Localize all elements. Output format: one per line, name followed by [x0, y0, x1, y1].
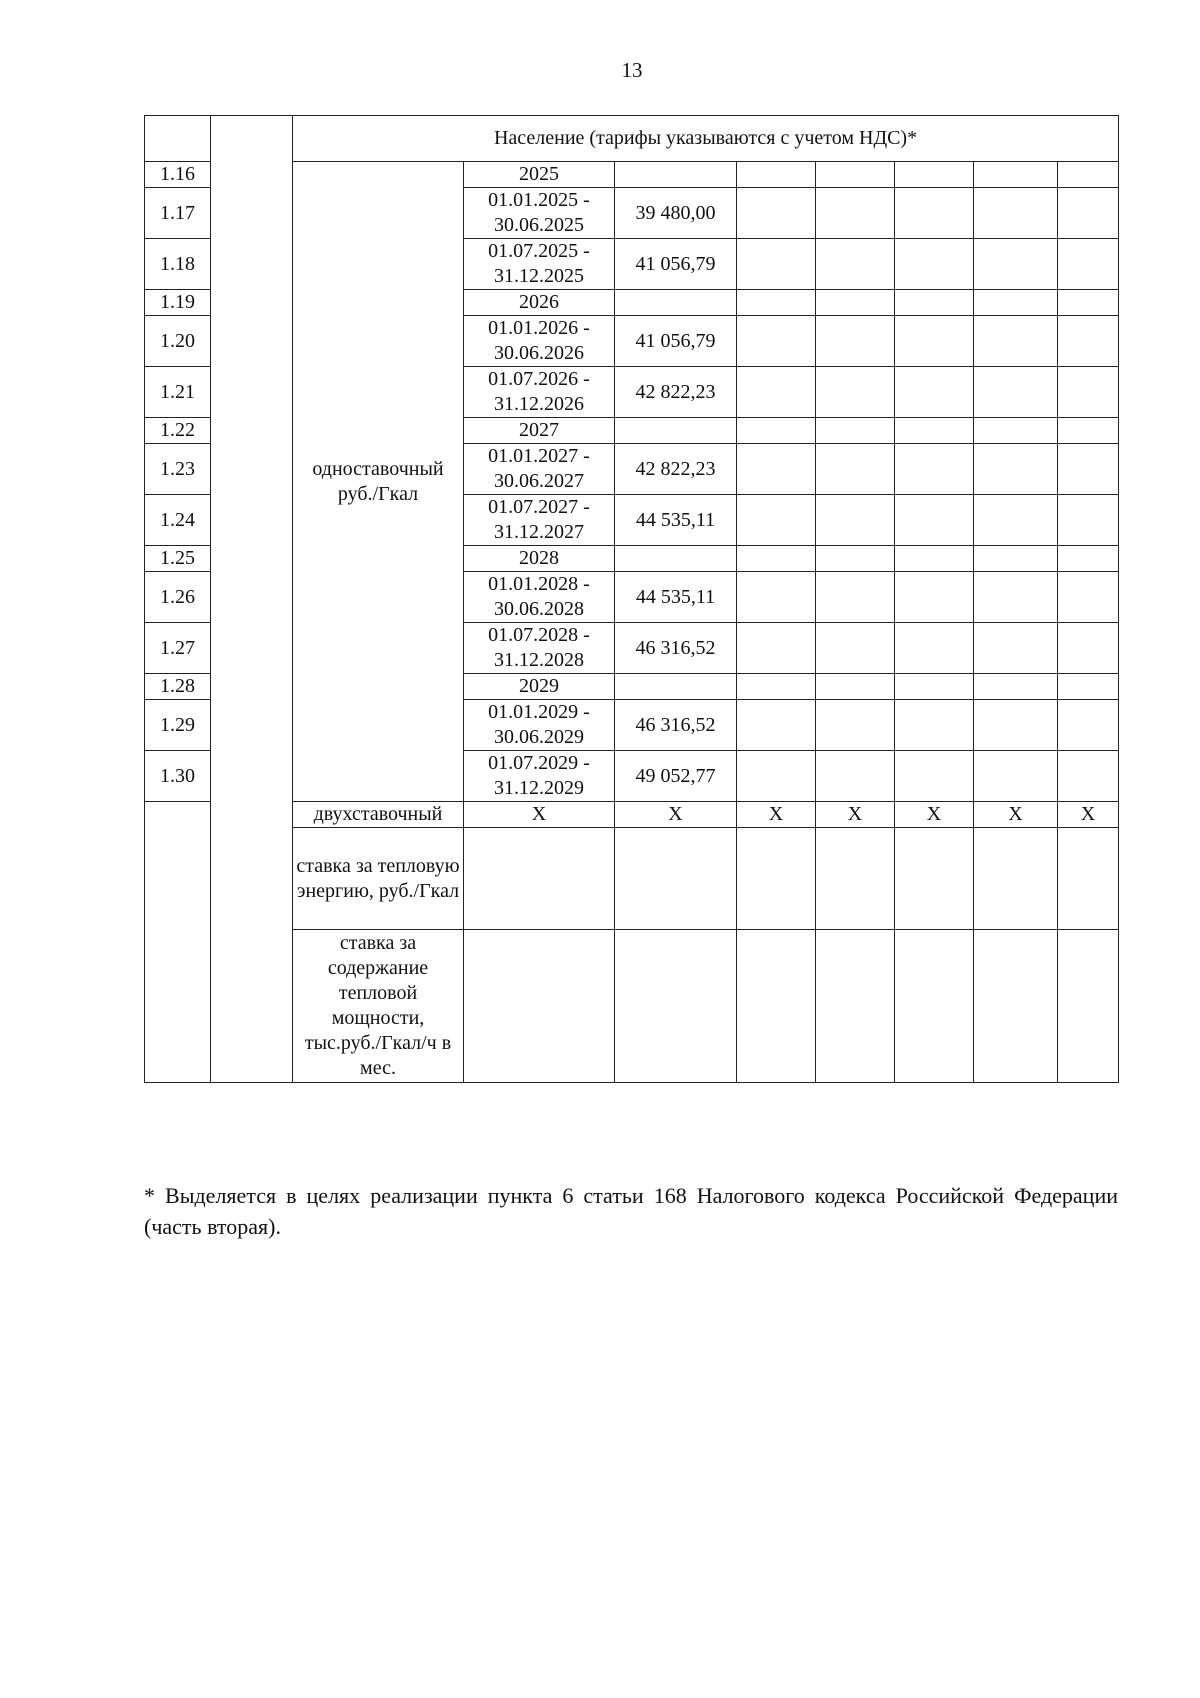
empty-cell: [737, 700, 816, 751]
x-mark: Х: [895, 802, 974, 828]
empty-cell: [1058, 674, 1119, 700]
empty-cell: [974, 367, 1058, 418]
empty-cell: [1058, 623, 1119, 674]
empty-cell: [1058, 751, 1119, 802]
value-cell: 41 056,79: [615, 239, 737, 290]
empty-cell: [1058, 290, 1119, 316]
row-number: 1.17: [145, 188, 211, 239]
row-number: 1.22: [145, 418, 211, 444]
empty-cell: [974, 828, 1058, 930]
table-cell: [145, 802, 211, 1083]
footnote: * Выделяется в целях реализации пункта 6 статьи 168 Налогового кодекса Российской Федерации (часть вторая).: [144, 1183, 1118, 1239]
empty-cell: [895, 700, 974, 751]
empty-cell: [464, 828, 615, 930]
empty-cell: [974, 495, 1058, 546]
row-number: 1.28: [145, 674, 211, 700]
empty-cell: [737, 930, 816, 1083]
x-mark: Х: [737, 802, 816, 828]
empty-cell: [737, 572, 816, 623]
value-cell: [615, 546, 737, 572]
value-cell: [615, 674, 737, 700]
empty-cell: [895, 828, 974, 930]
empty-cell: [816, 828, 895, 930]
empty-cell: [1058, 828, 1119, 930]
empty-cell: [895, 316, 974, 367]
period-cell: 01.01.2026 - 30.06.2026: [464, 316, 615, 367]
value-cell: 42 822,23: [615, 444, 737, 495]
empty-cell: [974, 239, 1058, 290]
empty-cell: [895, 546, 974, 572]
row-number: 1.25: [145, 546, 211, 572]
empty-cell: [974, 444, 1058, 495]
x-mark: Х: [615, 802, 737, 828]
empty-cell: [895, 495, 974, 546]
empty-cell: [737, 623, 816, 674]
empty-cell: [816, 572, 895, 623]
empty-cell: [737, 418, 816, 444]
empty-cell: [895, 674, 974, 700]
empty-cell: [974, 162, 1058, 188]
empty-cell: [816, 444, 895, 495]
period-cell: 01.01.2028 - 30.06.2028: [464, 572, 615, 623]
empty-cell: [816, 751, 895, 802]
empty-cell: [816, 546, 895, 572]
section-header: Население (тарифы указываются с учетом НДС)*: [293, 116, 1119, 162]
empty-cell: [615, 930, 737, 1083]
empty-cell: [974, 546, 1058, 572]
row-number: 1.18: [145, 239, 211, 290]
empty-cell: [895, 930, 974, 1083]
empty-cell: [816, 930, 895, 1083]
empty-cell: [816, 418, 895, 444]
heat-energy-rate-label: ставка за тепловую энергию, руб./Гкал: [293, 828, 464, 930]
empty-cell: [737, 546, 816, 572]
empty-cell: [974, 700, 1058, 751]
empty-cell: [974, 674, 1058, 700]
empty-cell: [895, 418, 974, 444]
empty-cell: [974, 623, 1058, 674]
empty-cell: [1058, 495, 1119, 546]
empty-cell: [895, 162, 974, 188]
value-cell: 46 316,52: [615, 623, 737, 674]
empty-cell: [816, 495, 895, 546]
row-number: 1.30: [145, 751, 211, 802]
row-number: 1.20: [145, 316, 211, 367]
row-number: 1.27: [145, 623, 211, 674]
period-cell: 2027: [464, 418, 615, 444]
empty-cell: [1058, 444, 1119, 495]
empty-cell: [737, 444, 816, 495]
period-cell: 2029: [464, 674, 615, 700]
period-cell: 2026: [464, 290, 615, 316]
empty-cell: [737, 495, 816, 546]
period-cell: 2025: [464, 162, 615, 188]
empty-cell: [895, 623, 974, 674]
tariff-table: [144, 115, 1119, 1083]
period-cell: 01.07.2029 - 31.12.2029: [464, 751, 615, 802]
empty-cell: [974, 290, 1058, 316]
empty-cell: [895, 444, 974, 495]
empty-cell: [737, 751, 816, 802]
empty-cell: [974, 930, 1058, 1083]
section-header-row: [145, 116, 1119, 162]
period-cell: 01.01.2025 - 30.06.2025: [464, 188, 615, 239]
empty-cell: [895, 751, 974, 802]
capacity-rate-label: ставка за содержание тепловой мощности, тыс.руб./Гкал/ч в мес.: [293, 930, 464, 1083]
empty-cell: [895, 188, 974, 239]
value-cell: 46 316,52: [615, 700, 737, 751]
empty-cell: [895, 572, 974, 623]
period-cell: 2028: [464, 546, 615, 572]
empty-cell: [1058, 162, 1119, 188]
empty-cell: [1058, 700, 1119, 751]
empty-cell: [974, 418, 1058, 444]
empty-cell: [816, 316, 895, 367]
value-cell: [615, 162, 737, 188]
empty-cell: [816, 700, 895, 751]
empty-cell: [1058, 546, 1119, 572]
empty-cell: [816, 188, 895, 239]
tariff-table-body: [145, 116, 1119, 1083]
empty-cell: [737, 674, 816, 700]
row-number: 1.19: [145, 290, 211, 316]
empty-cell: [1058, 367, 1119, 418]
empty-cell: [974, 751, 1058, 802]
value-cell: 41 056,79: [615, 316, 737, 367]
x-mark: Х: [1058, 802, 1119, 828]
empty-cell: [816, 674, 895, 700]
period-cell: 01.07.2028 - 31.12.2028: [464, 623, 615, 674]
period-cell: 01.07.2025 - 31.12.2025: [464, 239, 615, 290]
empty-cell: [1058, 239, 1119, 290]
empty-cell: [816, 623, 895, 674]
empty-cell: [737, 162, 816, 188]
value-cell: 39 480,00: [615, 188, 737, 239]
empty-cell: [737, 239, 816, 290]
empty-cell: [464, 930, 615, 1083]
single-rate-label: одноставочный руб./Гкал: [293, 162, 464, 802]
x-mark: Х: [816, 802, 895, 828]
two-rate-label: двухставочный: [293, 802, 464, 828]
page-number: 13: [621, 58, 643, 82]
table-cell: [211, 116, 293, 1083]
empty-cell: [737, 188, 816, 239]
value-cell: 49 052,77: [615, 751, 737, 802]
value-cell: 44 535,11: [615, 572, 737, 623]
empty-cell: [816, 239, 895, 290]
row-number: 1.16: [145, 162, 211, 188]
x-mark: Х: [974, 802, 1058, 828]
empty-cell: [1058, 316, 1119, 367]
empty-cell: [974, 188, 1058, 239]
empty-cell: [615, 828, 737, 930]
empty-cell: [816, 290, 895, 316]
empty-cell: [1058, 188, 1119, 239]
value-cell: [615, 418, 737, 444]
row-number: 1.23: [145, 444, 211, 495]
empty-cell: [737, 290, 816, 316]
empty-cell: [737, 316, 816, 367]
empty-cell: [1058, 930, 1119, 1083]
row-number: 1.29: [145, 700, 211, 751]
empty-cell: [895, 367, 974, 418]
empty-cell: [816, 162, 895, 188]
empty-cell: [974, 572, 1058, 623]
period-cell: 01.01.2027 - 30.06.2027: [464, 444, 615, 495]
period-cell: 01.07.2026 - 31.12.2026: [464, 367, 615, 418]
row-number: 1.26: [145, 572, 211, 623]
value-cell: [615, 290, 737, 316]
period-cell: 01.01.2029 - 30.06.2029: [464, 700, 615, 751]
empty-cell: [816, 367, 895, 418]
empty-cell: [895, 290, 974, 316]
x-mark: Х: [464, 802, 615, 828]
empty-cell: [895, 239, 974, 290]
value-cell: 42 822,23: [615, 367, 737, 418]
empty-cell: [974, 316, 1058, 367]
value-cell: 44 535,11: [615, 495, 737, 546]
empty-cell: [1058, 572, 1119, 623]
empty-cell: [1058, 418, 1119, 444]
empty-cell: [737, 828, 816, 930]
period-cell: 01.07.2027 - 31.12.2027: [464, 495, 615, 546]
table-cell: [145, 116, 211, 162]
row-number: 1.21: [145, 367, 211, 418]
row-number: 1.24: [145, 495, 211, 546]
empty-cell: [737, 367, 816, 418]
